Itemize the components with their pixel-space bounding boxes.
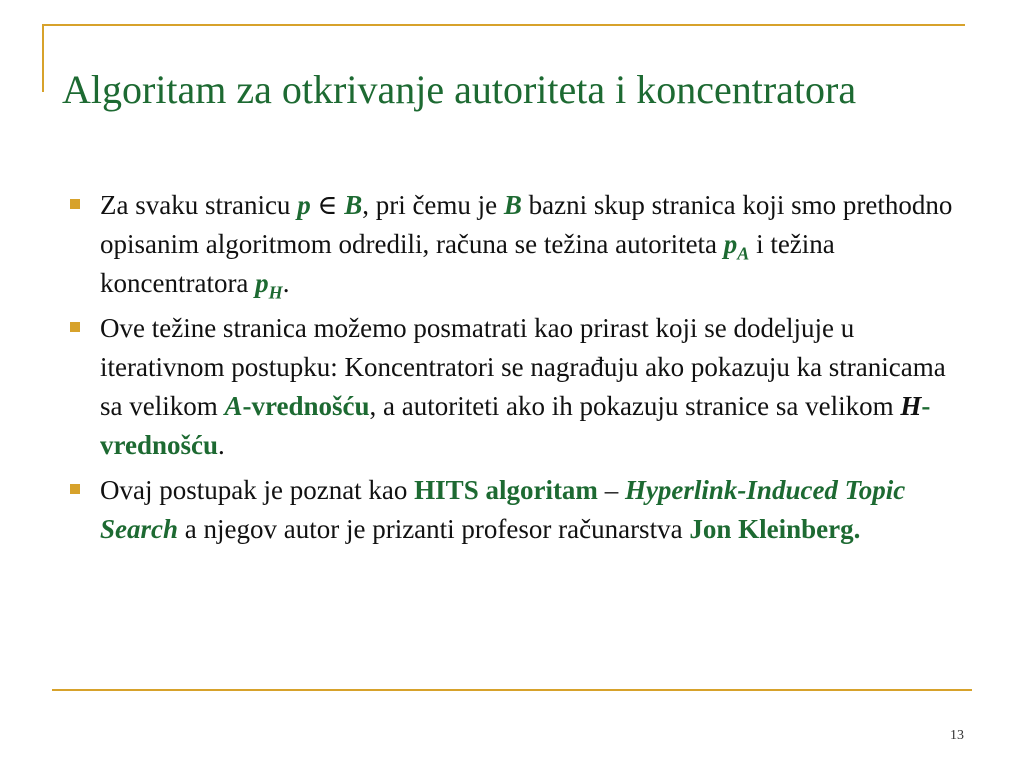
bullet-text: . xyxy=(282,268,290,298)
h-value-term: -vrednošću xyxy=(100,391,931,460)
bullet-text: Za svaku stranicu xyxy=(100,190,298,220)
hits-algorithm-term: HITS algoritam xyxy=(414,475,598,505)
bullet-text: bazni skup stranica koji smo prethodno opisanim algoritmom odredili, računa se težina autoriteta xyxy=(100,190,953,259)
bullet-item-1 xyxy=(70,186,955,303)
bullet-square-icon xyxy=(70,484,80,494)
bullet-text: , pri čemu je xyxy=(362,190,504,220)
bullet-text: Ovaj postupak je poznat kao xyxy=(100,475,415,505)
page-number: 13 xyxy=(950,728,964,743)
var-B: B xyxy=(344,190,363,220)
a-value-term: -vrednošću xyxy=(242,391,370,421)
subscript-h: H xyxy=(268,282,283,303)
bullet-text: i težina koncentratora xyxy=(100,229,835,298)
author-name: Jon Kleinberg. xyxy=(689,514,861,544)
var-a: A xyxy=(224,391,243,421)
bullet-list xyxy=(70,186,955,555)
bullet-text: Ove težine stranica možemo posmatrati kao prirast koji se dodeljuje u iterativnom postupku: Koncentratori se nagrađuju ako pokazuju ka stranicama sa velikom xyxy=(100,313,946,421)
bullet-text: . xyxy=(218,430,225,460)
bullet-item-2 xyxy=(70,309,955,465)
var-h: H xyxy=(900,391,922,421)
subscript-a: A xyxy=(737,243,750,264)
bullet-text: a njegov autor je prizanti profesor računarstva xyxy=(178,514,690,544)
var-p: p xyxy=(297,190,311,220)
var-p-a: p xyxy=(723,229,738,259)
element-of-symbol: ∈ xyxy=(310,190,345,220)
frame-top-line xyxy=(42,24,965,26)
bullet-square-icon xyxy=(70,322,80,332)
footer-line xyxy=(52,689,972,691)
var-p-h: p xyxy=(255,268,269,298)
hyperlink-induced-topic-search-term: Hyperlink-Induced Topic Search xyxy=(100,475,906,544)
slide-title: Algoritam za otkrivanje autoriteta i koncentratora xyxy=(62,66,857,112)
bullet-square-icon xyxy=(70,199,80,209)
frame-left-line xyxy=(42,24,44,92)
bullet-text: – xyxy=(597,475,625,505)
bullet-item-3 xyxy=(70,471,955,549)
var-B: B xyxy=(503,190,522,220)
bullet-text: , a autoriteti ako ih pokazuju stranice sa velikom xyxy=(369,391,901,421)
